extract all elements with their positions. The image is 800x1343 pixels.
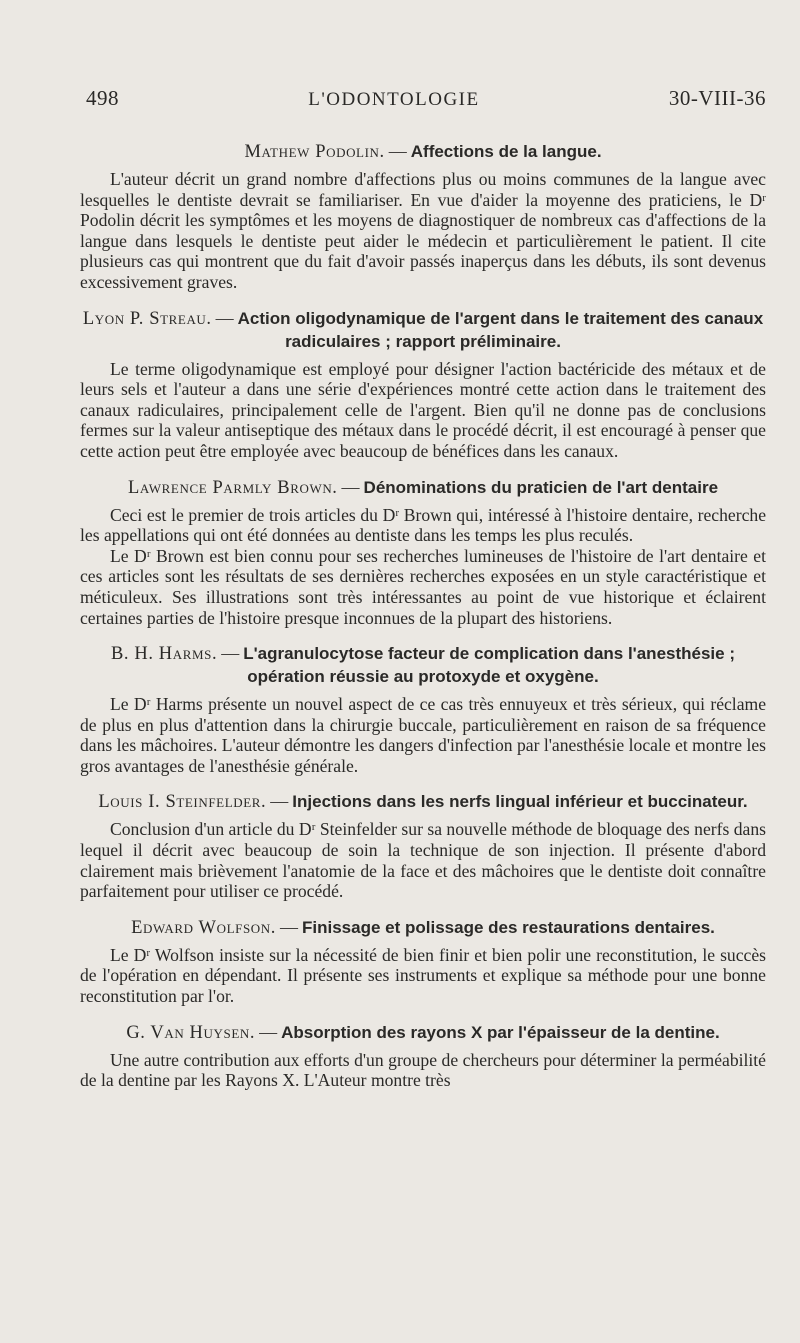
- author-name: Lyon P. Streau.: [82, 308, 212, 329]
- author-name: B. H. Harms.: [110, 644, 218, 665]
- article-title: Dénominations du praticien de l'art dentaire: [363, 477, 719, 497]
- abstract-entry: [80, 1021, 766, 1091]
- author-name: Louis I. Steinfelder.: [98, 792, 267, 813]
- author-name: Edward Wolfson.: [131, 917, 277, 938]
- abstract-heading: [80, 642, 766, 688]
- abstract-paragraph: Ceci est le premier de trois articles du Dʳ Brown qui, intéressé à l'histoire dentaire, recherche les appellations qui ont été données au dentiste dans les temps les plus reculés.: [80, 504, 766, 546]
- author-name: G. Van Huysen.: [126, 1022, 256, 1043]
- abstract-entry: [80, 790, 766, 901]
- running-head: [86, 86, 766, 111]
- article-title: Finissage et polissage des restaurations dentaires.: [302, 917, 715, 937]
- author-name: Lawrence Parmly Brown.: [127, 477, 338, 498]
- em-dash: —: [388, 141, 407, 161]
- article-abstracts: [80, 140, 766, 1105]
- journal-title: L'ODONTOLOGIE: [308, 89, 480, 110]
- abstract-entry: [80, 916, 766, 1007]
- abstract-paragraph: L'auteur décrit un grand nombre d'affections plus ou moins communes de la langue avec lesquelles le dentiste devrait se familiariser. En vue d'aider la moyenne des praticiens, le Dʳ Podolin décrit les symptômes et les moyens de diagnostiquer de nombreux cas d'affections de la langue dans lesquels le dentiste peut aider le médecin et particulièrement le patient. Il cite plusieurs cas qui montrent que du fait d'avoir passés inaperçus dans les débuts, ils sont devenus excessivement graves.: [80, 169, 766, 292]
- abstract-paragraph: Le Dʳ Brown est bien connu pour ses recherches lumineuses de l'histoire de l'art dentaire et ces articles sont les résultats de ses dernières recherches exposées en un style caractéristique et méticuleux. Ses illustrations sont très intéressantes au point de vue historique et éclairent certaines parties de l'histoire presque inconnues de la plupart des historiens.: [80, 545, 766, 628]
- abstract-entry: [80, 140, 766, 293]
- abstract-paragraph: Le Dʳ Wolfson insiste sur la nécessité de bien finir et bien polir une reconstitution, le succès de l'opération en dépendant. Il présente ses instruments et explique sa méthode pour une bonne reconstitution par l'or.: [80, 944, 766, 1007]
- abstract-heading: [80, 307, 766, 353]
- em-dash: —: [259, 1021, 278, 1042]
- abstract-entry: [80, 307, 766, 462]
- abstract-paragraph: Une autre contribution aux efforts d'un groupe de chercheurs pour déterminer la perméabilité de la dentine par les Rayons X. L'Auteur montre très: [80, 1049, 766, 1091]
- article-title: Injections dans les nerfs lingual inférieur et buccinateur.: [292, 792, 748, 812]
- em-dash: —: [215, 307, 234, 328]
- em-dash: —: [280, 916, 299, 937]
- issue-date: 30-VIII-36: [668, 86, 766, 110]
- em-dash: —: [341, 476, 360, 497]
- abstract-heading: [80, 916, 766, 939]
- em-dash: —: [221, 643, 240, 664]
- abstract-heading: [80, 790, 766, 813]
- abstract-entry: [80, 642, 766, 776]
- abstract-entry: [80, 476, 766, 629]
- article-title: Action oligodynamique de l'argent dans le traitement des canaux radiculaires ; rapport préliminaire.: [237, 308, 764, 351]
- abstract-paragraph: Le terme oligodynamique est employé pour désigner l'action bactéricide des métaux et de leurs sels et l'auteur a dans une série d'expériences montré cette action dans le traitement des canaux radiculaires, principalement celle de l'argent. Bien qu'il ne donne pas de conclusions fermes sur la valeur antiseptique des métaux dans le procédé décrit, il est encouragé à penser que cette action peut être employée avec beaucoup de bénéfices dans les canaux.: [80, 358, 766, 461]
- article-title: L'agranulocytose facteur de complication dans l'anesthésie ; opération réussie au protoxyde et oxygène.: [243, 644, 735, 687]
- abstract-heading: [80, 476, 766, 499]
- author-name: Mathew Podolin.: [244, 142, 385, 162]
- article-title: Affections de la langue.: [410, 142, 602, 161]
- abstract-paragraph: Le Dʳ Harms présente un nouvel aspect de ce cas très ennuyeux et très sérieux, qui réclame de plus en plus d'attention dans la chirurgie buccale, particulièrement en raison de sa fréquence dans les mâchoires. L'auteur démontre les dangers d'infection par l'anesthésie locale et montre les gros avantages de l'anesthésie générale.: [80, 694, 766, 776]
- page-number: 498: [86, 86, 119, 110]
- article-title: Absorption des rayons X par l'épaisseur de la dentine.: [281, 1022, 720, 1042]
- em-dash: —: [270, 791, 289, 812]
- abstract-paragraph: Conclusion d'un article du Dʳ Steinfelder sur sa nouvelle méthode de bloquage des nerfs dans lequel il décrit avec beaucoup de soin la technique de son injection. Il présente d'abord clairement mais brièvement l'anatomie de la face et des mâchoires que le dentiste doit connaître parfaitement pour utiliser ce procédé.: [80, 819, 766, 902]
- abstract-heading: [80, 1021, 766, 1044]
- abstract-heading: [80, 140, 766, 163]
